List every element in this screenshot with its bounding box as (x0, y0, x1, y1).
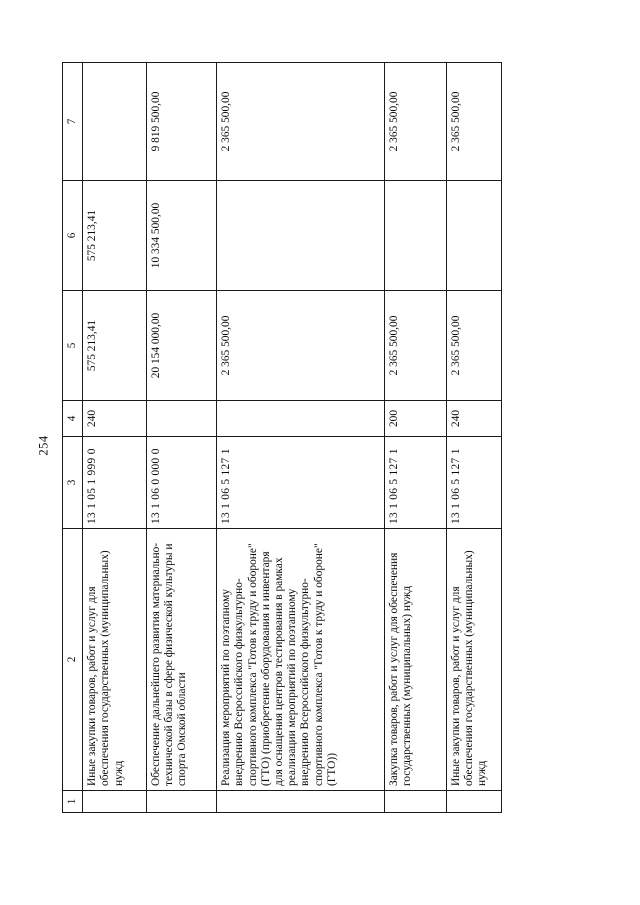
row-index (446, 791, 501, 813)
row-name: Обеспечение дальнейшего развития материально-технической базы в сфере физической культуры и спорта Омской области (146, 529, 216, 791)
row-target (217, 401, 385, 437)
row-amount-7: 2 365 500,00 (217, 63, 385, 181)
column-number-1: 1 (63, 791, 83, 813)
row-code: 13 1 06 5 127 1 (446, 437, 501, 529)
row-name: Иные закупки товаров, работ и услуг для обеспечения государственных (муниципальных) нужд (83, 529, 147, 791)
page-number: 254 (36, 435, 51, 456)
column-number-6: 6 (63, 181, 83, 291)
table-row (385, 63, 447, 813)
column-number-4: 4 (63, 401, 83, 437)
row-target: 240 (83, 401, 147, 437)
row-name: Реализация мероприятий по поэтапному внедрению Всероссийского физкультурно-спортивного комплекса "Готов к труду и обороне" (ГТО) (приобретение оборудования и инвентаря для оснащения центров тестирования в рамках реализации мероприятий по поэтапному внедрению Всероссийского физкультурно-спортивного комплекса "Готов к труду и обороне" (ГТО)) (217, 529, 385, 791)
row-amount-5: 2 365 500,00 (217, 291, 385, 401)
row-amount-6 (385, 181, 447, 291)
row-amount-6: 10 334 500,00 (146, 181, 216, 291)
row-amount-5: 575 213,41 (83, 291, 147, 401)
row-amount-5: 20 154 000,00 (146, 291, 216, 401)
row-index (385, 791, 447, 813)
row-name: Иные закупки товаров, работ и услуг для обеспечения государственных (муниципальных) нужд (446, 529, 501, 791)
table-header-row (63, 63, 83, 813)
row-index (146, 791, 216, 813)
row-amount-7 (83, 63, 147, 181)
row-amount-6 (217, 181, 385, 291)
table-row (146, 63, 216, 813)
row-amount-7: 2 365 500,00 (446, 63, 501, 181)
row-amount-6: 575 213,41 (83, 181, 147, 291)
column-number-3: 3 (63, 437, 83, 529)
row-code: 13 1 06 5 127 1 (217, 437, 385, 529)
row-index (217, 791, 385, 813)
row-target: 200 (385, 401, 447, 437)
row-target: 240 (446, 401, 501, 437)
row-amount-5: 2 365 500,00 (446, 291, 501, 401)
row-amount-5: 2 365 500,00 (385, 291, 447, 401)
column-number-7: 7 (63, 63, 83, 181)
row-amount-7: 2 365 500,00 (385, 63, 447, 181)
rotated-table-container (62, 63, 502, 813)
row-target (146, 401, 216, 437)
table-row (446, 63, 501, 813)
column-number-5: 5 (63, 291, 83, 401)
table-row (217, 63, 385, 813)
row-code: 13 1 06 0 000 0 (146, 437, 216, 529)
row-code: 13 1 06 5 127 1 (385, 437, 447, 529)
row-amount-7: 9 819 500,00 (146, 63, 216, 181)
column-number-2: 2 (63, 529, 83, 791)
table-row (83, 63, 147, 813)
row-name: Закупка товаров, работ и услуг для обеспечения государственных (муниципальных) нужд (385, 529, 447, 791)
budget-table (62, 62, 502, 813)
row-index (83, 791, 147, 813)
row-code: 13 1 05 1 999 0 (83, 437, 147, 529)
row-amount-6 (446, 181, 501, 291)
